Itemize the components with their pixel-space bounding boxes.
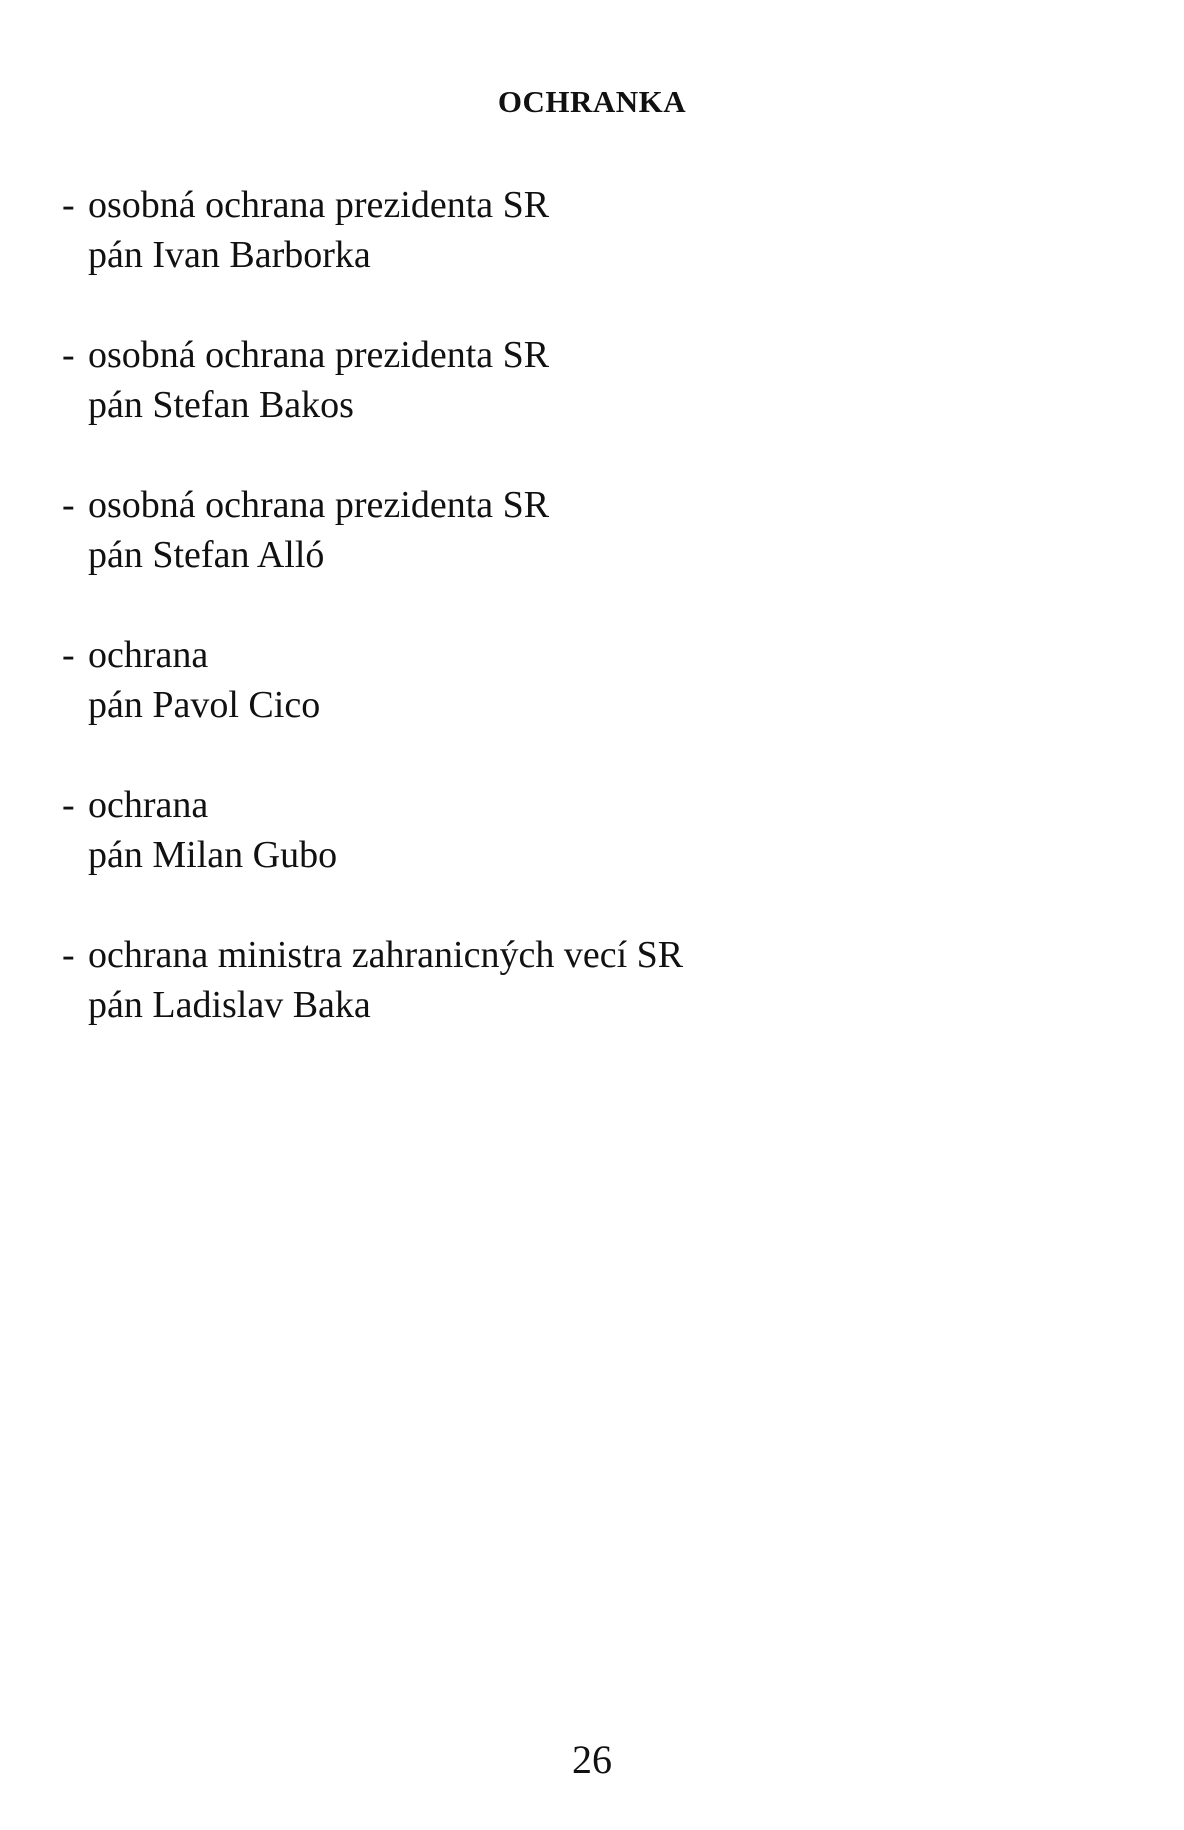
entry-role bbox=[62, 930, 1122, 980]
entry-role-text: osobná ochrana prezidenta SR bbox=[88, 184, 550, 226]
entry-name: pán Stefan Alló bbox=[88, 534, 325, 576]
entry-role bbox=[62, 480, 1122, 530]
page-title: OCHRANKA bbox=[497, 84, 687, 119]
entry-role bbox=[62, 630, 1122, 680]
list-item bbox=[62, 330, 1122, 430]
entry-role-text: osobná ochrana prezidenta SR bbox=[88, 334, 550, 376]
entry-name: pán Stefan Bakos bbox=[88, 384, 354, 426]
list-item bbox=[62, 780, 1122, 880]
entry-list bbox=[62, 180, 1122, 1080]
entry-role-text: ochrana bbox=[88, 634, 209, 676]
entry-dash: - bbox=[62, 184, 75, 226]
entry-dash: - bbox=[62, 484, 75, 526]
entry-dash: - bbox=[62, 784, 75, 826]
list-item bbox=[62, 480, 1122, 580]
entry-role-text: osobná ochrana prezidenta SR bbox=[88, 484, 550, 526]
entry-role bbox=[62, 780, 1122, 830]
list-item bbox=[62, 630, 1122, 730]
entry-name: pán Milan Gubo bbox=[88, 834, 338, 876]
entry-name: pán Ivan Barborka bbox=[88, 234, 371, 276]
entry-dash: - bbox=[62, 634, 75, 676]
entry-role bbox=[62, 180, 1122, 230]
entry-dash: - bbox=[62, 334, 75, 376]
entry-role-text: ochrana ministra zahranicných vecí SR bbox=[88, 934, 684, 976]
entry-role-text: ochrana bbox=[88, 784, 209, 826]
entry-name: pán Ladislav Baka bbox=[88, 984, 371, 1026]
entry-name: pán Pavol Cico bbox=[88, 684, 321, 726]
entry-role bbox=[62, 330, 1122, 380]
entry-dash: - bbox=[62, 934, 75, 976]
page-number: 26 bbox=[572, 1737, 612, 1782]
list-item bbox=[62, 180, 1122, 280]
list-item bbox=[62, 930, 1122, 1030]
